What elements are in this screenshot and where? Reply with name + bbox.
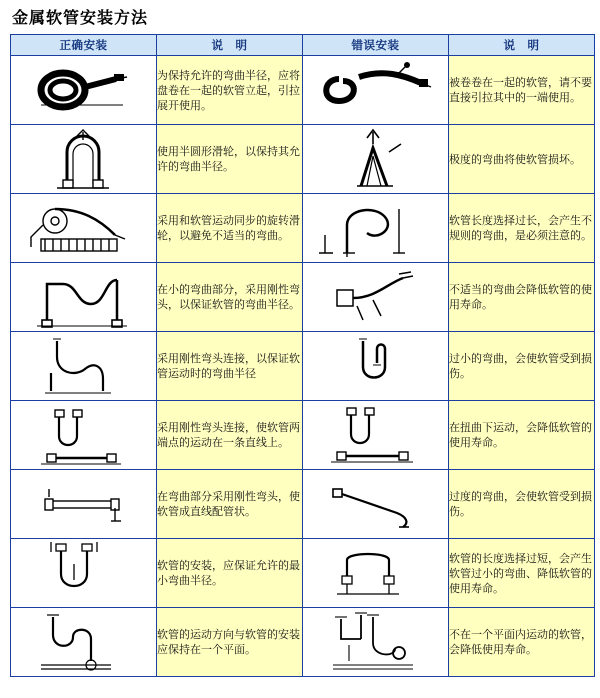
table-row	[11, 401, 595, 470]
table-header	[11, 35, 595, 56]
wrong-figure-cell	[303, 332, 449, 401]
wrong-figure-cell	[303, 263, 449, 332]
correct-description-cell: 采用刚性弯头连接，以保证软管运动时的弯曲半径	[157, 332, 303, 401]
column-header-wrong-install: 错误安装	[303, 35, 449, 56]
min-bend-radius-figure	[11, 540, 154, 606]
semicircular-sheave-figure	[11, 126, 154, 192]
correct-figure-cell	[11, 608, 157, 677]
correct-description-cell: 软管的运动方向与软管的安装应保持在一个平面。	[157, 608, 303, 677]
straight-line-motion-figure	[11, 402, 154, 468]
table-row	[11, 539, 595, 608]
sharp-bend-sheave-figure	[303, 126, 446, 192]
wrong-figure-cell	[303, 539, 449, 608]
installation-methods-table	[10, 34, 595, 677]
page-title: 金属软管安装方法	[12, 8, 149, 27]
table-row	[11, 263, 595, 332]
column-header-correct-install: 正确安装	[11, 35, 157, 56]
correct-description-cell: 为保持允许的弯曲半径，应将盘卷在一起的软管立起，引拉展开使用。	[157, 56, 303, 125]
table-body	[11, 56, 595, 677]
correct-figure-cell	[11, 263, 157, 332]
correct-figure-cell	[11, 194, 157, 263]
wrong-description-cell: 在扭曲下运动，会降低软管的使用寿命。	[449, 401, 595, 470]
correct-description-cell: 在弯曲部分采用刚性弯头，使软管成直线配管状。	[157, 470, 303, 539]
correct-figure-cell	[11, 470, 157, 539]
table-row	[11, 56, 595, 125]
improper-bend-figure	[303, 264, 446, 330]
synchronized-pulley-figure	[11, 195, 154, 261]
excess-length-loop-figure	[303, 195, 446, 261]
wrong-figure-cell	[303, 608, 449, 677]
correct-description-cell: 在小的弯曲部分，采用刚性弯头，以保证软管的弯曲半径。	[157, 263, 303, 332]
column-header-wrong-description: 说 明	[449, 35, 595, 56]
correct-description-cell: 采用和软管运动同步的旋转滑轮，以避免不适当的弯曲。	[157, 194, 303, 263]
coiled-hose-pulled-figure	[303, 57, 446, 123]
wrong-figure-cell	[303, 125, 449, 194]
column-header-correct-description: 说 明	[157, 35, 303, 56]
correct-figure-cell	[11, 401, 157, 470]
correct-figure-cell	[11, 539, 157, 608]
too-small-bend-figure	[303, 333, 446, 399]
wrong-figure-cell	[303, 401, 449, 470]
table-row	[11, 332, 595, 401]
wrong-description-cell: 不在一个平面内运动的软管，会降低使用寿命。	[449, 608, 595, 677]
over-bend-figure	[303, 471, 446, 537]
too-long-hose-figure	[303, 540, 446, 606]
out-of-plane-motion-figure	[303, 609, 446, 675]
correct-figure-cell	[11, 56, 157, 125]
wrong-description-cell: 软管长度选择过长，会产生不规则的弯曲，是必须注意的。	[449, 194, 595, 263]
wrong-description-cell: 过小的弯曲，会使软管受到损伤。	[449, 332, 595, 401]
table-row	[11, 470, 595, 539]
twisted-bend-motion-figure	[303, 402, 446, 468]
table-row	[11, 608, 595, 677]
wrong-figure-cell	[303, 194, 449, 263]
wrong-figure-cell	[303, 470, 449, 539]
wrong-description-cell: 被卷卷在一起的软管，请不要直接引拉其中的一端使用。	[449, 56, 595, 125]
coiled-hose-roll-figure	[11, 57, 154, 123]
rigid-elbow-connection-figure	[11, 333, 154, 399]
wrong-description-cell: 过度的弯曲，会使软管受到损伤。	[449, 470, 595, 539]
wrong-figure-cell	[303, 56, 449, 125]
correct-figure-cell	[11, 125, 157, 194]
correct-description-cell: 采用刚性弯头连接，使软管两端点的运动在一条直线上。	[157, 401, 303, 470]
same-plane-motion-figure	[11, 609, 154, 675]
correct-description-cell: 使用半圆形滑轮，以保持其允许的弯曲半径。	[157, 125, 303, 194]
table-row	[11, 125, 595, 194]
wrong-description-cell: 不适当的弯曲会降低软管的使用寿命。	[449, 263, 595, 332]
correct-description-cell: 软管的安装，应保证允许的最小弯曲半径。	[157, 539, 303, 608]
table-header-row	[11, 35, 595, 56]
table-row	[11, 194, 595, 263]
wrong-description-cell: 软管的长度选择过短，会产生软管过小的弯曲、降低软管的使用寿命。	[449, 539, 595, 608]
correct-figure-cell	[11, 332, 157, 401]
straight-pipe-elbow-figure	[11, 471, 154, 537]
rigid-elbow-small-bend-figure	[11, 264, 154, 330]
wrong-description-cell: 极度的弯曲将使软管损坏。	[449, 125, 595, 194]
